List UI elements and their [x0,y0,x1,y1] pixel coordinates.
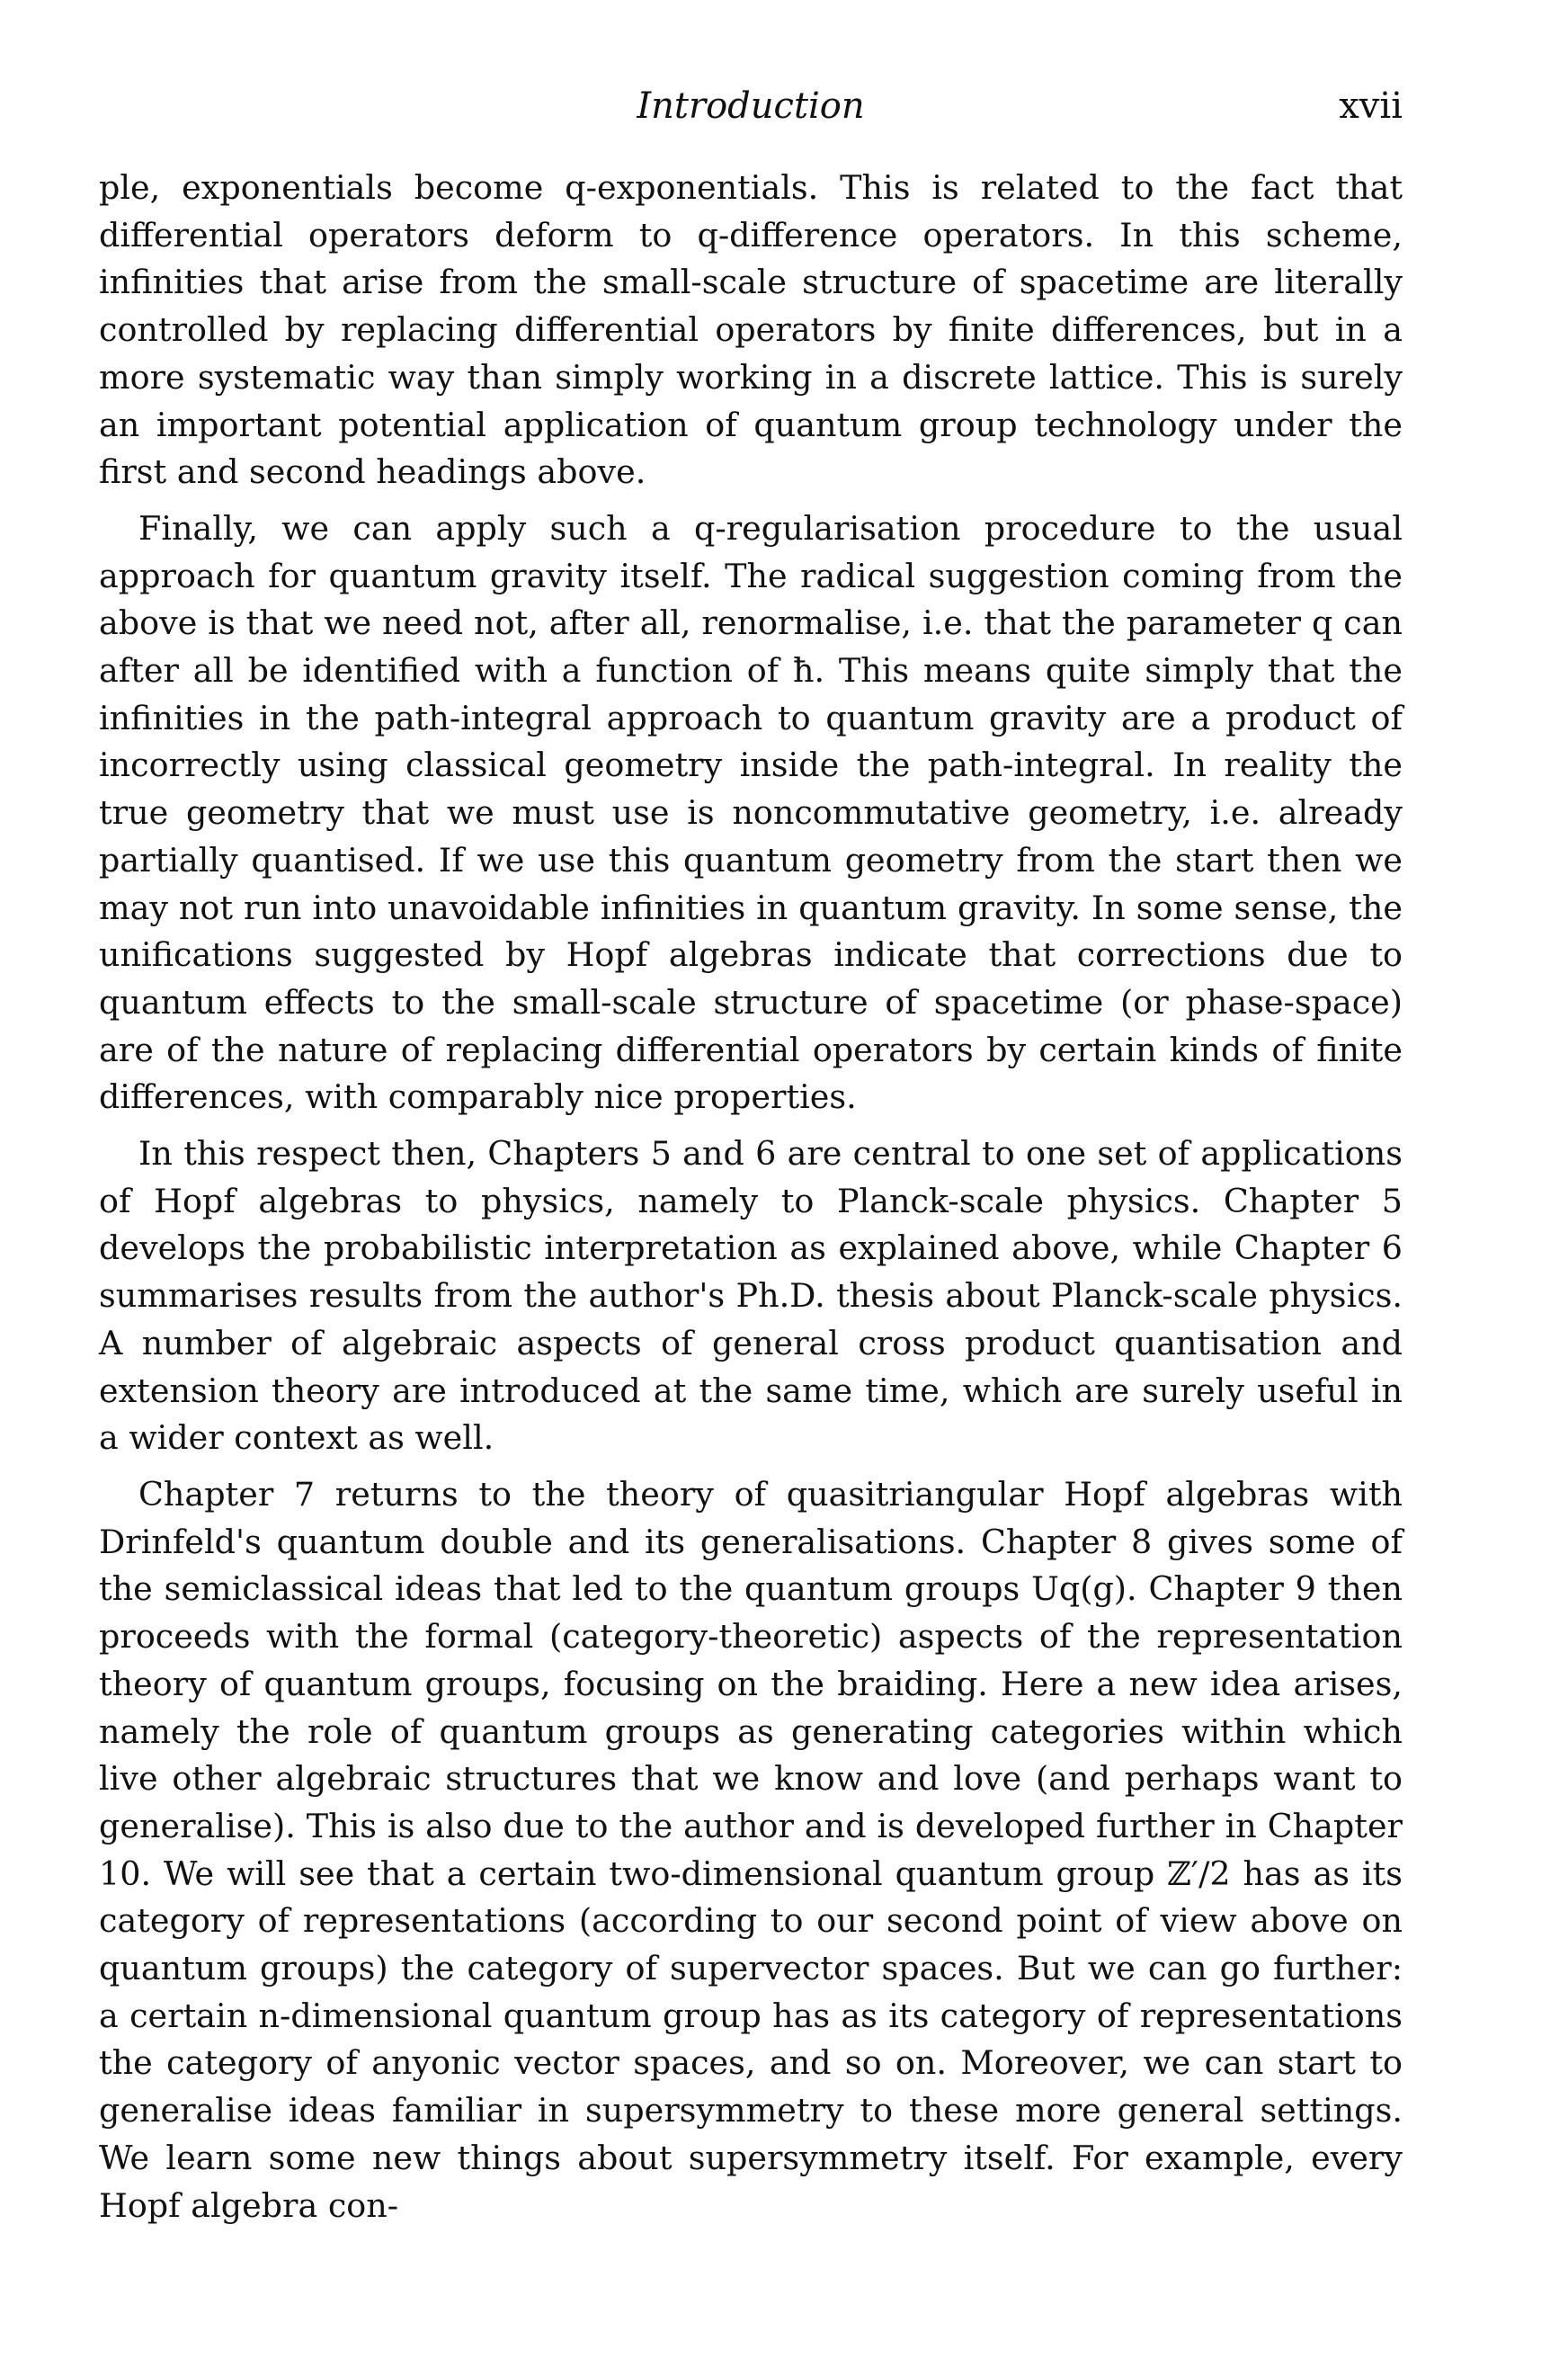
paragraph-3: In this respect then, Chapters 5 and 6 are central to one set of applications of Hopf algebras to physics, namely to Planck-scale physics. Chapter 5 develops the probabilistic interpretation as explained above, while Chapter 6 summarises results from the author's Ph.D. thesis about Planck-scale physics. A number of algebraic aspects of general cross product quantisation and extension theory are introduced at the same time, which are surely useful in a wider context as well. [99,1134,1403,1458]
running-title: Introduction [637,85,865,127]
paragraph-2: Finally, we can apply such a q-regularisation procedure to the usual approach for quantum gravity itself. The radical suggestion coming from the above is that we need not, after all, renormalise, i.e. that the parameter q can after all be identified with a function of ħ. This means quite simply that the infinities in the path-integral approach to quantum gravity are a product of incorrectly using classical geometry inside the path-integral. In reality the true geometry that we must use is noncommutative geometry, i.e. already partially quantised. If we use this quantum geometry from the start then we may not run into unavoidable infinities in quantum gravity. In some sense, the unifications suggested by Hopf algebras indicate that corrections due to quantum effects to the small-scale structure of spacetime (or phase-space) are of the nature of replacing differential operators by certain kinds of finite differences, with comparably nice properties. [99,508,1403,1117]
running-head [99,79,1403,133]
page-number: xvii [1339,85,1403,127]
paragraph-1: ple, exponentials become q-exponentials. This is related to the fact that differential operators deform to q-difference operators. In this scheme, infinities that arise from the small-scale structure of spacetime are literally controlled by replacing differential operators by finite differences, but in a more systematic way than simply working in a discrete lattice. This is surely an important potential application of quantum group technology under the first and second headings above. [99,168,1403,492]
body-text [99,165,1403,2229]
paragraph-4: Chapter 7 returns to the theory of quasitriangular Hopf algebras with Drinfeld's quantum double and its generalisations. Chapter 8 gives some of the semiclassical ideas that led to the quantum groups Uq(g). Chapter 9 then proceeds with the formal (category-theoretic) aspects of the representation theory of quantum groups, focusing on the braiding. Here a new idea arises, namely the role of quantum groups as generating categories within which live other algebraic structures that we know and love (and perhaps want to generalise). This is also due to the author and is developed further in Chapter 10. We will see that a certain two-dimensional quantum group ℤ′/2 has as its category of representations (according to our second point of view above on quantum groups) the category of supervector spaces. But we can go further: a certain n-dimensional quantum group has as its category of representations the category of anyonic vector spaces, and so on. Moreover, we can start to generalise ideas familiar in supersymmetry to these more general settings. We learn some new things about supersymmetry itself. For example, every Hopf algebra con- [99,1474,1403,2225]
